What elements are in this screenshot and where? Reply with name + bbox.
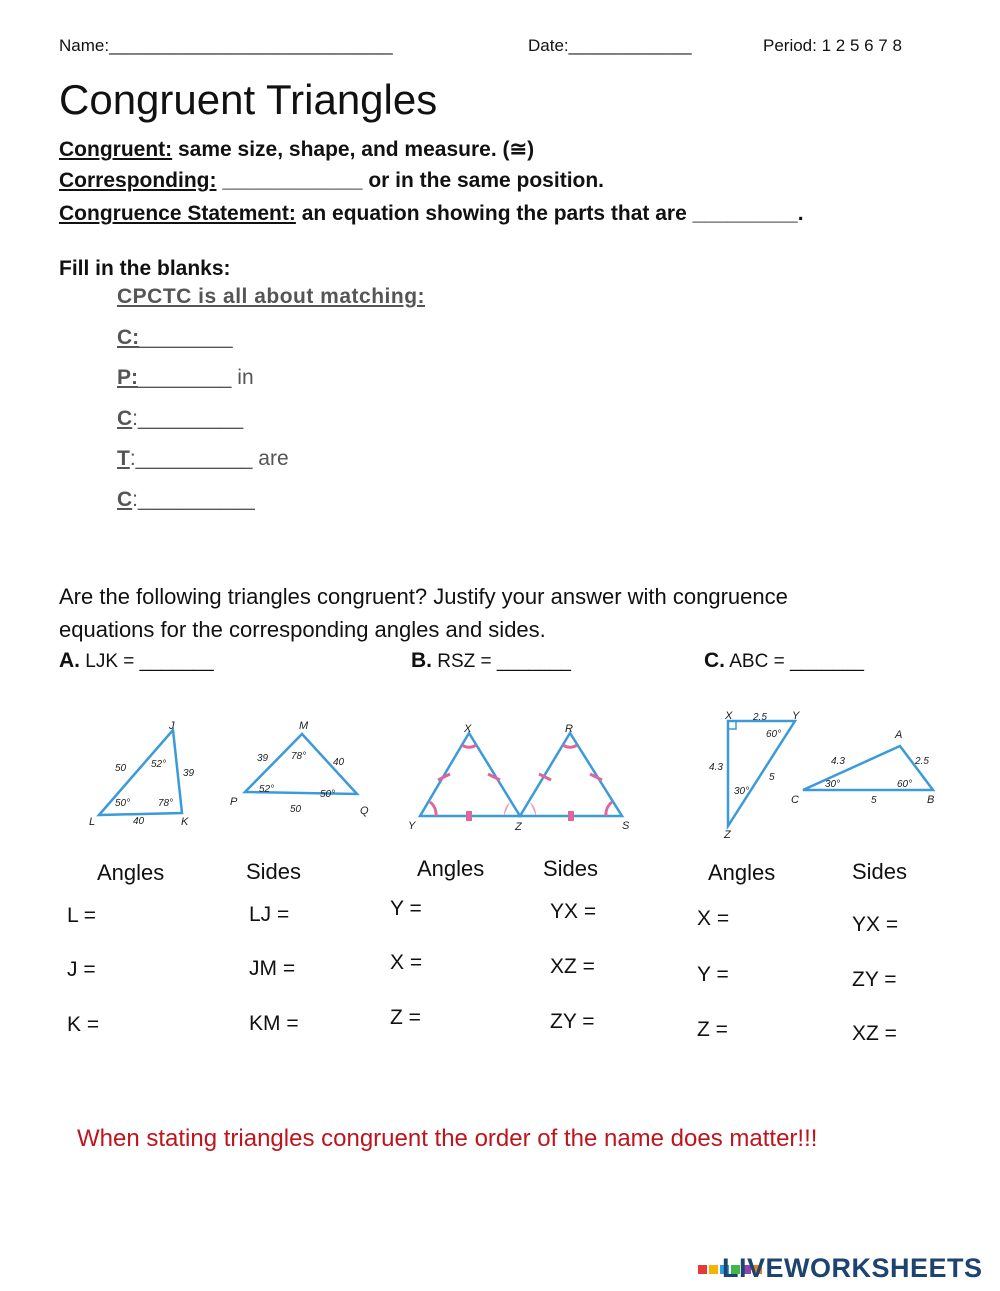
problem-statement[interactable]: ABC = _______ [729, 651, 864, 672]
figure-a [85, 715, 375, 830]
figure-number: 50° [320, 789, 336, 800]
cpctc-key: C: [117, 326, 140, 349]
problem-a-label [59, 649, 214, 673]
definition-text: same size, shape, and measure. (≅) [172, 138, 535, 161]
problem-statement[interactable]: RSZ = _______ [437, 651, 571, 672]
angle-entry[interactable]: K = [67, 1013, 100, 1036]
vertex-label: M [299, 720, 309, 732]
vertex-label: C [791, 794, 799, 806]
vertex-label: Z [724, 829, 731, 841]
cpctc-row[interactable] [117, 488, 255, 512]
order-note: When stating triangles congruent the order of the name does matter!!! [77, 1125, 818, 1152]
period-field: Period: 1 2 5 6 7 8 [763, 36, 902, 55]
cpctc-key: T [117, 447, 130, 470]
vertex-label: L [89, 816, 96, 828]
figure-number: 30° [734, 786, 750, 797]
vertex-label: Y [792, 710, 800, 722]
angles-header: Angles [417, 856, 485, 881]
cpctc-blank[interactable]: ________ [139, 326, 233, 349]
side-entry[interactable]: LJ = [249, 903, 290, 926]
cpctc-suffix: are [252, 447, 289, 470]
cpctc-row[interactable] [117, 326, 233, 350]
logo-text: LIVEWORKSHEETS [722, 1253, 983, 1283]
angles-header: Angles [97, 860, 165, 885]
angle-entry[interactable]: Y = [390, 897, 422, 920]
vertex-label: R [565, 723, 573, 735]
figure-number: 4.3 [831, 756, 845, 767]
figure-number: 5 [871, 795, 877, 806]
definition-corresponding [59, 169, 604, 193]
vertex-label: A [895, 729, 903, 741]
cpctc-blank[interactable]: ________ [138, 366, 232, 389]
definition-text: an equation showing the parts that are _________. [295, 202, 804, 225]
cpctc-row[interactable] [117, 366, 254, 390]
cpctc-blank[interactable]: :__________ [132, 488, 255, 511]
angle-entry[interactable]: X = [697, 907, 730, 930]
angle-entry[interactable]: Y = [697, 963, 729, 986]
vertex-label: J [169, 720, 175, 732]
page-title: Congruent Triangles [59, 76, 438, 123]
figure-number: 50° [115, 798, 131, 809]
cpctc-blank[interactable]: :__________ [129, 447, 253, 470]
figure-number: 5 [769, 772, 775, 783]
logo-square [709, 1265, 718, 1274]
figure-number: 60° [766, 729, 782, 740]
cpctc-key: C [117, 407, 133, 430]
cpctc-key: C [117, 488, 133, 511]
vertex-label: Q [360, 805, 369, 817]
problem-letter: B. [411, 649, 432, 672]
side-entry[interactable]: KM = [249, 1012, 299, 1035]
name-field[interactable]: Name:______________________________ [59, 36, 393, 55]
vertex-label: S [622, 820, 630, 832]
sides-header: Sides [543, 856, 599, 881]
cpctc-row[interactable] [117, 407, 243, 431]
cpctc-suffix: in [231, 366, 254, 389]
vertex-label: X [725, 710, 733, 722]
figure-number: 39 [183, 768, 195, 779]
figure-number: 52° [151, 759, 167, 770]
definition-text: ____________ or in the same position. [216, 169, 605, 192]
fill-blanks-heading: Fill in the blanks: [59, 257, 231, 280]
figure-number: 50 [115, 763, 127, 774]
cpctc-blank[interactable]: :_________ [132, 407, 244, 430]
problem-statement[interactable]: LJK = _______ [85, 651, 214, 672]
problem-c-label [704, 649, 864, 673]
side-entry[interactable]: ZY = [852, 968, 897, 991]
cpctc-row[interactable] [117, 447, 289, 471]
figure-number: 78° [158, 798, 174, 809]
figure-number: 30° [825, 779, 841, 790]
angle-entry[interactable]: X = [390, 951, 423, 974]
vertex-label: P [230, 796, 238, 808]
problem-letter: A. [59, 649, 80, 672]
question-line-1: Are the following triangles congruent? Justify your answer with congruence [59, 584, 788, 609]
figure-number: 4.3 [709, 762, 723, 773]
figure-number: 60° [897, 779, 913, 790]
cpctc-key: P: [117, 366, 138, 389]
sides-header: Sides [246, 859, 302, 884]
problem-b-label [411, 649, 571, 673]
sides-header: Sides [852, 859, 908, 884]
angle-entry[interactable]: L = [67, 904, 96, 927]
figure-number: 52° [259, 784, 275, 795]
angle-entry[interactable]: Z = [390, 1006, 421, 1029]
logo-square [698, 1265, 707, 1274]
question-line-2: equations for the corresponding angles and sides. [59, 617, 546, 642]
angles-header: Angles [708, 860, 776, 885]
vertex-label: Z [515, 821, 522, 833]
vertex-label: K [181, 816, 189, 828]
angle-entry[interactable]: J = [67, 958, 96, 981]
figure-b [400, 718, 640, 833]
vertex-label: Y [408, 820, 416, 832]
figure-number: 40 [333, 757, 345, 768]
vertex-label: B [927, 794, 935, 806]
figure-number: 40 [133, 816, 145, 827]
vertex-label: X [464, 723, 472, 735]
side-entry[interactable]: YX = [852, 913, 899, 936]
cpctc-title: CPCTC is all about matching: [117, 285, 426, 308]
side-entry[interactable]: XZ = [550, 955, 595, 978]
liveworksheets-logo [697, 1253, 983, 1284]
figure-number: 39 [257, 753, 269, 764]
side-entry[interactable]: ZY = [550, 1010, 595, 1033]
definition-congruence-statement [59, 202, 804, 226]
figure-number: 2.5 [753, 712, 767, 723]
side-entry[interactable]: XZ = [852, 1022, 897, 1045]
definition-term: Congruent: [59, 138, 173, 161]
definition-term: Congruence Statement: [59, 202, 296, 225]
problem-letter: C. [704, 649, 725, 672]
side-entry[interactable]: JM = [249, 957, 296, 980]
figure-c [705, 708, 945, 843]
date-field[interactable]: Date:_____________ [528, 36, 692, 55]
logo-icon [697, 1264, 719, 1275]
angle-entry[interactable]: Z = [697, 1018, 728, 1041]
definition-congruent [59, 137, 534, 162]
definition-term: Corresponding: [59, 169, 217, 192]
figure-number: 50 [290, 804, 302, 815]
figure-number: 2.5 [915, 756, 929, 767]
side-entry[interactable]: YX = [550, 900, 597, 923]
figure-number: 78° [291, 751, 307, 762]
